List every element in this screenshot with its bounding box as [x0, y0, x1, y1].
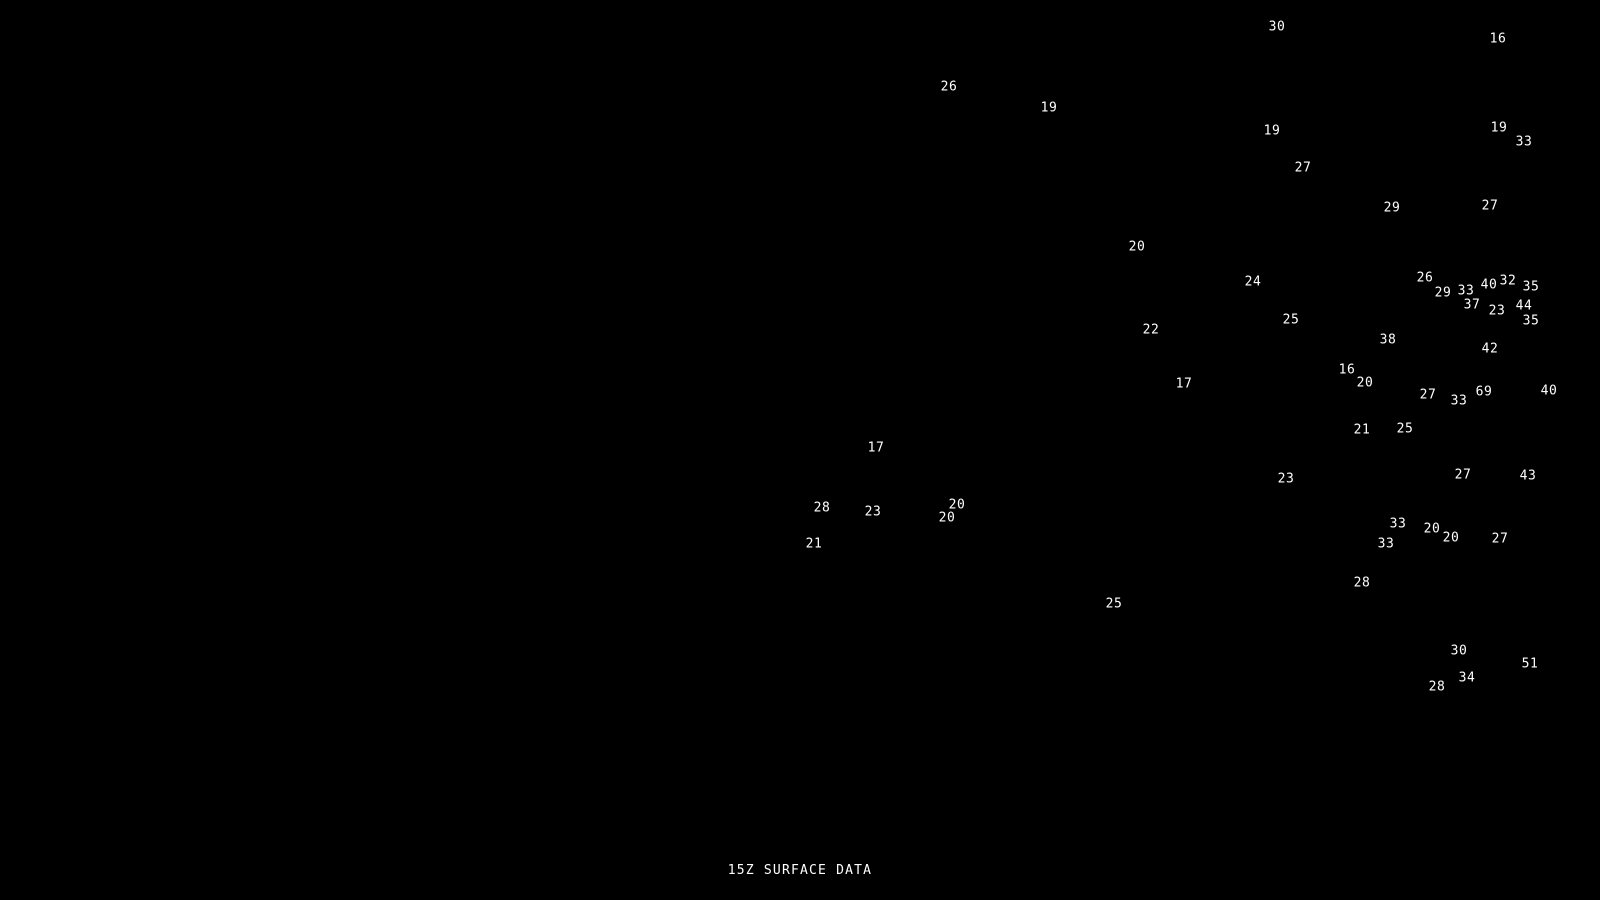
- station-value: 20: [938, 510, 956, 526]
- station-value: 33: [1377, 536, 1395, 552]
- station-value: 34: [1458, 670, 1476, 686]
- station-value: 32: [1499, 273, 1517, 289]
- station-value: 69: [1475, 384, 1493, 400]
- station-value: 21: [805, 536, 823, 552]
- station-value: 27: [1481, 198, 1499, 214]
- station-value: 43: [1519, 468, 1537, 484]
- station-value: 33: [1450, 393, 1468, 409]
- station-value: 20: [1356, 375, 1374, 391]
- station-value: 27: [1491, 531, 1509, 547]
- station-value: 19: [1040, 100, 1058, 116]
- station-value: 44: [1515, 298, 1533, 314]
- station-value: 26: [1416, 270, 1434, 286]
- station-value: 20: [1423, 521, 1441, 537]
- station-value: 21: [1353, 422, 1371, 438]
- station-value: 38: [1379, 332, 1397, 348]
- station-value: 24: [1244, 274, 1262, 290]
- station-value: 17: [1175, 376, 1193, 392]
- station-value: 33: [1457, 283, 1475, 299]
- station-value: 33: [1515, 134, 1533, 150]
- station-value: 17: [867, 440, 885, 456]
- station-value: 27: [1294, 160, 1312, 176]
- station-value: 51: [1521, 656, 1539, 672]
- station-value: 22: [1142, 322, 1160, 338]
- station-value: 28: [813, 500, 831, 516]
- station-value: 27: [1454, 467, 1472, 483]
- station-value: 20: [948, 497, 966, 513]
- station-value: 16: [1338, 362, 1356, 378]
- station-value: 30: [1450, 643, 1468, 659]
- station-value: 19: [1490, 120, 1508, 136]
- station-value: 28: [1353, 575, 1371, 591]
- station-value: 28: [1428, 679, 1446, 695]
- station-value: 29: [1383, 200, 1401, 216]
- station-value: 23: [864, 504, 882, 520]
- station-value: 25: [1396, 421, 1414, 437]
- station-value: 37: [1463, 297, 1481, 313]
- station-value: 26: [940, 79, 958, 95]
- station-value: 35: [1522, 313, 1540, 329]
- station-value: 23: [1488, 303, 1506, 319]
- station-value: 40: [1480, 277, 1498, 293]
- station-value: 25: [1105, 596, 1123, 612]
- station-value: 20: [1128, 239, 1146, 255]
- station-value: 42: [1481, 341, 1499, 357]
- station-value: 25: [1282, 312, 1300, 328]
- station-value: 16: [1489, 31, 1507, 47]
- station-value: 35: [1522, 279, 1540, 295]
- station-value: 23: [1277, 471, 1295, 487]
- station-value: 19: [1263, 123, 1281, 139]
- station-value: 20: [1442, 530, 1460, 546]
- station-value: 27: [1419, 387, 1437, 403]
- station-value: 40: [1540, 383, 1558, 399]
- plot-caption: 15Z SURFACE DATA: [727, 863, 873, 878]
- station-value: 30: [1268, 19, 1286, 35]
- station-value: 29: [1434, 285, 1452, 301]
- station-value: 33: [1389, 516, 1407, 532]
